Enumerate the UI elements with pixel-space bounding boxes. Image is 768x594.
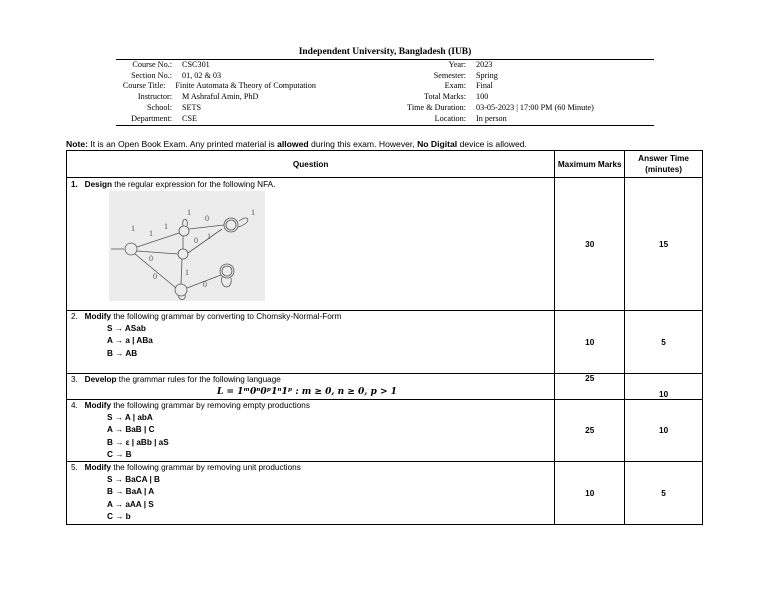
- question-1-text: [67, 179, 554, 191]
- location-label: Location:: [434, 113, 466, 123]
- question-4-cell: [67, 400, 555, 462]
- year-row: [380, 60, 654, 71]
- q4-description: the following grammar by removing empty productions: [111, 401, 310, 410]
- question-1-cell: [67, 178, 555, 311]
- note-allowed: allowed: [277, 139, 309, 149]
- course-title-row: [116, 81, 316, 92]
- q2-rule-3: B → AB: [107, 348, 138, 358]
- note-text-1: It is an Open Book Exam. Any printed material is: [87, 139, 278, 149]
- question-3-text: [67, 374, 554, 386]
- col-time-header: Answer Time (minutes): [625, 151, 703, 178]
- q3-time: 10: [625, 374, 703, 400]
- total-marks-value: 100: [476, 92, 489, 102]
- q5-rule-1: S → BaCA | B: [107, 475, 160, 485]
- q1-description: the regular expression for the following NFA.: [111, 180, 276, 189]
- course-no-row: [116, 60, 316, 71]
- q2-time: 5: [625, 311, 703, 374]
- question-5-cell: [67, 462, 555, 525]
- q1-time: 15: [625, 178, 703, 311]
- question-3-cell: [67, 374, 555, 400]
- time-duration-row: [380, 103, 654, 114]
- exam-note: [66, 139, 527, 149]
- exam-value: Final: [476, 81, 493, 91]
- q5-rule-2: B → BaA | A: [107, 487, 155, 497]
- header-left-info: [116, 60, 316, 124]
- q5-verb: Modify: [84, 463, 112, 473]
- q3-marks: 25: [555, 374, 625, 400]
- university-title: Independent University, Bangladesh (IUB): [298, 47, 472, 57]
- question-2-cell: [67, 311, 555, 374]
- time-duration-label: Time & Duration:: [407, 102, 466, 112]
- q3-description: the grammar rules for the following language: [116, 375, 281, 384]
- section-no-row: [116, 71, 316, 82]
- svg-text:0: 0: [203, 280, 207, 290]
- table-row: [67, 374, 703, 400]
- course-title-label: Course Title:: [122, 81, 166, 91]
- q1-number: 1.: [71, 180, 78, 189]
- q2-rule-2: A → a | ABa: [107, 336, 153, 346]
- svg-text:1: 1: [251, 208, 255, 218]
- q2-verb: Modify: [84, 312, 112, 321]
- course-title-value: Finite Automata & Theory of Computation: [175, 81, 316, 91]
- instructor-row: [116, 92, 316, 103]
- note-no-digital: No Digital: [417, 139, 458, 149]
- department-label: Department:: [131, 113, 172, 123]
- svg-text:1: 1: [149, 229, 153, 239]
- q5-marks: 10: [555, 462, 625, 525]
- time-duration-value: 03-05-2023 | 17:00 PM (60 Minute): [476, 102, 594, 112]
- q4-verb: Modify: [84, 401, 112, 410]
- section-no-label: Section No.:: [131, 70, 172, 80]
- table-row: [67, 462, 703, 525]
- svg-text:1: 1: [207, 232, 211, 242]
- school-row: [116, 103, 316, 114]
- q5-time: 5: [625, 462, 703, 525]
- q4-rule-2: A → BaB | C: [107, 425, 155, 435]
- header-rule-bottom: [116, 125, 654, 126]
- school-value: SETS: [182, 102, 202, 112]
- location-value: In person: [476, 113, 507, 123]
- question-table: [66, 150, 703, 525]
- svg-text:0: 0: [153, 272, 157, 282]
- q4-time: 10: [625, 400, 703, 462]
- q3-number: 3.: [71, 375, 78, 384]
- school-label: School:: [146, 102, 172, 112]
- table-row: [67, 400, 703, 462]
- q5-number: 5.: [71, 463, 78, 473]
- q2-marks: 10: [555, 311, 625, 374]
- question-4-text: [67, 400, 554, 412]
- svg-text:0: 0: [205, 214, 209, 224]
- total-marks-row: [380, 92, 654, 103]
- table-row: [67, 178, 703, 311]
- course-no-label: Course No.:: [132, 60, 172, 69]
- total-marks-label: Total Marks:: [424, 92, 466, 102]
- exam-label: Exam:: [444, 81, 466, 91]
- q4-rule-4: C → B: [107, 449, 132, 459]
- col-question-header: Question: [67, 151, 555, 178]
- course-no-value: CSC301: [182, 60, 210, 69]
- q5-rule-3: A → aAA | S: [107, 499, 154, 509]
- q2-description: the following grammar by converting to Chomsky-Normal-Form: [111, 312, 342, 321]
- location-row: [380, 114, 654, 125]
- q4-number: 4.: [71, 401, 78, 410]
- note-label: Note:: [66, 139, 88, 149]
- q1-verb: Design: [84, 180, 112, 189]
- table-row: [67, 311, 703, 374]
- q4-rule-3: B → ε | aBb | aS: [107, 437, 169, 447]
- q1-marks: 30: [555, 178, 625, 311]
- section-no-value: 01, 02 & 03: [182, 70, 222, 80]
- semester-row: [380, 71, 654, 82]
- exam-row: [380, 81, 654, 92]
- department-row: [116, 114, 316, 125]
- year-value: 2023: [476, 60, 493, 69]
- note-text-3: device is allowed.: [457, 139, 527, 149]
- svg-text:0: 0: [194, 236, 198, 246]
- q4-rule-1: S → A | abA: [107, 413, 153, 423]
- header-right-info: [380, 60, 654, 124]
- q2-number: 2.: [71, 312, 78, 321]
- question-5-text: [67, 462, 554, 474]
- semester-value: Spring: [476, 70, 498, 80]
- q3-verb: Develop: [84, 375, 117, 384]
- svg-text:0: 0: [149, 254, 153, 264]
- svg-text:1: 1: [131, 224, 135, 234]
- department-value: CSE: [182, 113, 198, 123]
- q2-rule-1: S → ASab: [107, 324, 146, 334]
- q5-rule-4: C → b: [107, 511, 131, 521]
- year-label: Year:: [448, 60, 466, 69]
- svg-text:1: 1: [164, 222, 168, 232]
- q4-marks: 25: [555, 400, 625, 462]
- q5-description: the following grammar by removing unit productions: [111, 463, 301, 473]
- q3-language-expression: L = 1ᵐ0ⁿ0ᵖ1ⁿ1ᵖ : m ≥ 0, n ≥ 0, p > 1: [217, 387, 397, 398]
- col-marks-header: Maximum Marks: [555, 151, 625, 178]
- note-text-2: during this exam. However,: [308, 139, 418, 149]
- instructor-value: M Ashraful Amin, PhD: [182, 92, 259, 102]
- question-2-text: [67, 311, 554, 323]
- semester-label: Semester:: [433, 70, 466, 80]
- instructor-label: Instructor:: [137, 92, 172, 102]
- table-header-row: [67, 151, 703, 178]
- svg-text:1: 1: [185, 268, 189, 278]
- svg-text:1: 1: [187, 208, 191, 218]
- nfa-diagram-image: [109, 191, 265, 301]
